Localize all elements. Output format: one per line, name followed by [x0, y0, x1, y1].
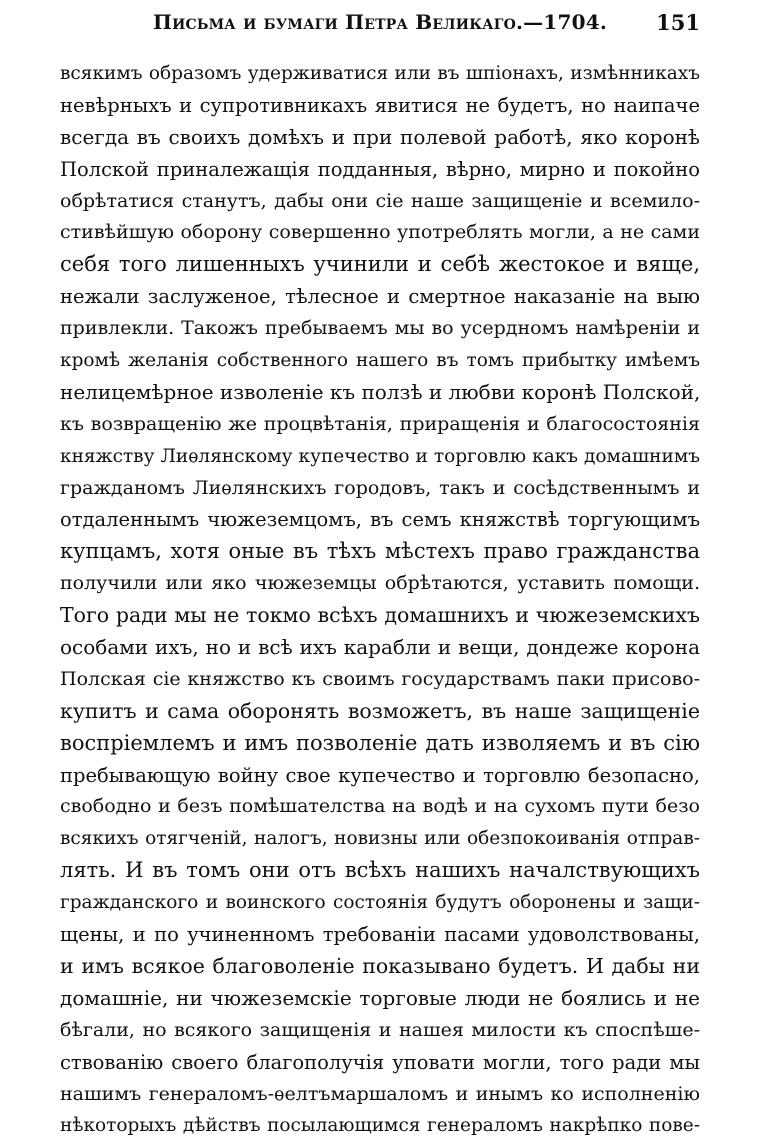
text-line: Того ради мы не токмо всѣхъ домашнихъ и чюжеземскихъ — [60, 603, 700, 628]
text-line: пребывающую войну свое купечество и торговлю безопасно, — [60, 763, 700, 787]
text-line: стивѣйшую оборону совершенно употреблять могли, а не сами — [60, 221, 700, 244]
text-line: привлекли. Такожъ пребываемъ мы во усердномъ намѣреніи и — [60, 317, 700, 340]
text-line: княжству Лиѳлянскому купечество и торговлю какъ домашнимъ — [60, 445, 700, 467]
text-line: особами ихъ, но и всѣ ихъ карабли и вещи, дондеже корона — [60, 635, 700, 660]
text-line: Полская сіе княжство къ своимъ государствамъ паки присово- — [60, 667, 700, 690]
text-line: купитъ и сама оборонять возможетъ, въ наше защищеніе — [60, 698, 700, 723]
text-line: свободно и безъ помѣшателства на водѣ и на сухомъ пути безо — [60, 795, 700, 818]
text-line: щены, и по учиненномъ требованіи пасами удоволствованы, — [60, 923, 700, 947]
text-line: себя того лишенныхъ учинили и себѣ жестокое и вяще, — [60, 252, 700, 277]
text-line: нѣкоторыхъ дѣйствъ посылающимся генераломъ накрѣпко пове- — [60, 1115, 700, 1137]
running-title: Письма и бумаги Петра Великаго.—1704. — [153, 10, 607, 34]
text-line: гражданского и воинского состоянія будутъ оборонены и защи- — [60, 892, 700, 914]
text-line: нежали заслуженое, тѣлесное и смертное наказаніе на выю — [60, 285, 700, 309]
text-line: купцамъ, хотя оные въ тѣхъ мѣстехъ право гражданства — [60, 539, 700, 564]
text-line: гражданомъ Лиѳлянскихъ городовъ, такъ и сосѣдственнымъ и — [60, 476, 700, 499]
text-line: лять. И въ томъ они отъ всѣхъ нашихъ началствующихъ — [60, 858, 700, 883]
text-line: Полской приналежащія подданныя, вѣрно, мирно и покойно — [60, 157, 700, 181]
text-line: кромѣ желанія собственного нашего въ томъ прибытку имѣемъ — [60, 350, 700, 372]
text-line: всегда въ своихъ домѣхъ и при полевой работѣ, яко коронѣ — [60, 124, 700, 149]
text-line: обрѣтатися станутъ, дабы они сіе наше защищеніе и всемило- — [60, 189, 700, 212]
text-line: воспріемлемъ и имъ позволеніе дать изволяемъ и въ сію — [60, 730, 700, 755]
text-line: къ возвращенію же процвѣтанія, приращенія и благосостоянія — [60, 412, 700, 435]
text-line: всякихъ отягченій, налогъ, новизны или обезпокоиванія отправ- — [60, 828, 700, 850]
text-line: и имъ всякое благоволеніе показывано будетъ. И дабы ни — [60, 953, 700, 978]
text-line: ствованію своего благополучія уповати могли, того ради мы — [60, 1050, 700, 1074]
text-line: отдаленнымъ чюжеземцомъ, въ семъ княжствѣ торгующимъ — [60, 508, 700, 532]
page-number: 151 — [656, 10, 700, 35]
text-line: невѣрныхъ и супротивникахъ явитися не будетъ, но наипаче — [60, 93, 700, 117]
running-head — [60, 10, 700, 40]
text-line: нелицемѣрное изволеніе къ ползѣ и любви коронѣ Полской, — [60, 379, 700, 404]
text-line: домашніе, ни чюжеземскіе торговые люди не боялись и не — [60, 985, 700, 1010]
text-line: нашимъ генераломъ-ѳелтъмаршаломъ и инымъ ко исполненію — [60, 1082, 700, 1105]
body-text — [60, 58, 700, 1142]
text-line: бѣгали, но всякого защищенія и нашея милости къ споспѣше- — [60, 1018, 700, 1041]
text-line: получили или яко чюжеземцы обрѣтаются, уставить помощи. — [60, 572, 700, 595]
text-line: всякимъ образомъ удерживатися или въ шпіонахъ, измѣнникахъ — [60, 63, 700, 84]
